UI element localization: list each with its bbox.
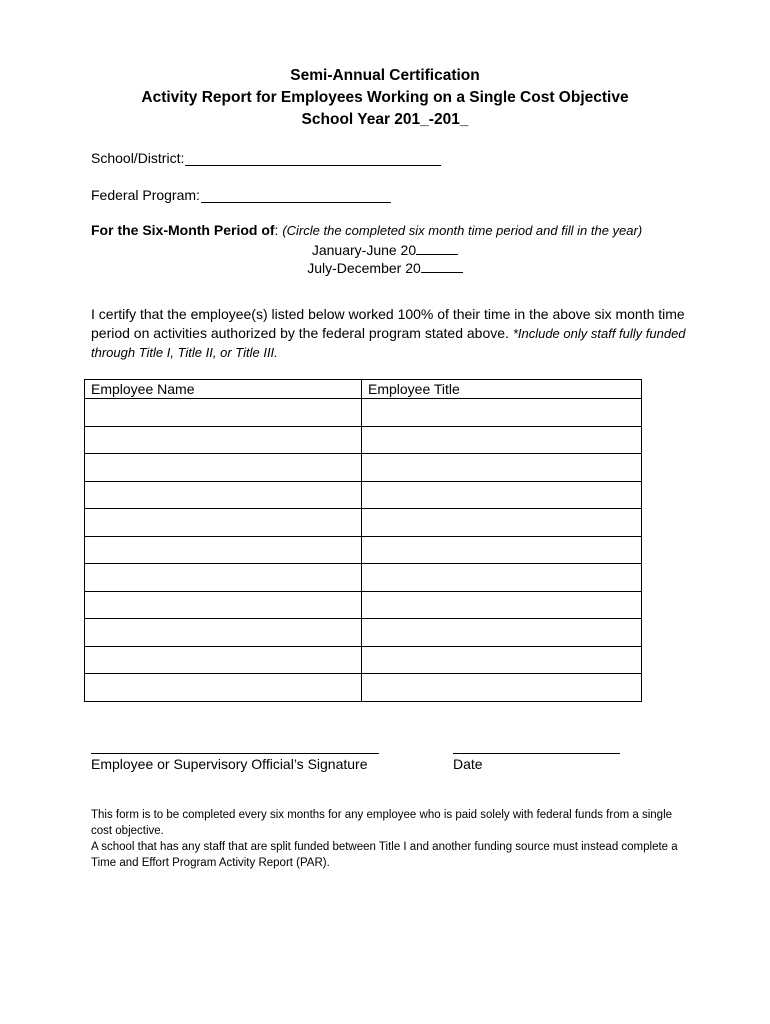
form-subtitle: Activity Report for Employees Working on a Single Cost Objective	[141, 89, 629, 106]
instruction-line-1: This form is to be completed every six months for any employee who is paid solely with federal funds from a single cost objective.	[91, 809, 673, 837]
form-instructions	[91, 807, 691, 871]
header-employee-title: Employee Title	[362, 380, 642, 399]
period-label: For the Six-Month Period of	[91, 222, 275, 238]
employee-name-cell[interactable]	[85, 509, 362, 537]
table-header-row	[85, 380, 642, 399]
employee-name-cell[interactable]	[85, 646, 362, 674]
employee-title-cell[interactable]	[362, 674, 642, 702]
table-row	[85, 399, 642, 427]
table-row	[85, 481, 642, 509]
employee-name-cell[interactable]	[85, 481, 362, 509]
table-row	[85, 564, 642, 592]
form-title: Semi-Annual Certification	[290, 67, 480, 84]
employee-name-cell[interactable]	[85, 619, 362, 647]
period-option-january-june[interactable]: January-June 20	[0, 242, 770, 258]
table-row	[85, 426, 642, 454]
certification-note: *Include only staff fully funded through Title I, Title II, or Title III.	[91, 326, 686, 360]
period-instruction: (Circle the completed six month time period and fill in the year)	[282, 223, 643, 238]
signature-label: Employee or Supervisory Official’s Signature	[91, 756, 368, 772]
employee-name-cell[interactable]	[85, 564, 362, 592]
school-district-label: School/District:	[91, 150, 185, 166]
date-line[interactable]	[453, 752, 620, 754]
certification-statement: I certify that the employee(s) listed below worked 100% of their time in the above six month time period on activities authorized by the federal program stated above. *Include only staff fully funded through Title I, Title II, or Title III.	[91, 306, 686, 360]
employee-title-cell[interactable]	[362, 646, 642, 674]
employee-title-cell[interactable]	[362, 509, 642, 537]
year-blank[interactable]	[421, 260, 463, 273]
employee-title-cell[interactable]	[362, 399, 642, 427]
school-district-input-line[interactable]	[185, 151, 441, 166]
table-row	[85, 509, 642, 537]
federal-program-field	[91, 187, 391, 203]
employee-name-cell[interactable]	[85, 674, 362, 702]
signature-line[interactable]	[91, 752, 379, 754]
federal-program-input-line[interactable]	[201, 188, 391, 203]
employee-title-cell[interactable]	[362, 426, 642, 454]
date-label: Date	[453, 756, 483, 772]
employee-name-cell[interactable]	[85, 426, 362, 454]
table-row	[85, 619, 642, 647]
employee-title-cell[interactable]	[362, 619, 642, 647]
year-blank[interactable]	[416, 242, 458, 255]
table-row	[85, 536, 642, 564]
employee-name-cell[interactable]	[85, 536, 362, 564]
header-employee-name: Employee Name	[85, 380, 362, 399]
employee-name-cell[interactable]	[85, 591, 362, 619]
employee-name-cell[interactable]	[85, 454, 362, 482]
table-row	[85, 454, 642, 482]
school-district-field	[91, 150, 441, 166]
employee-title-cell[interactable]	[362, 481, 642, 509]
six-month-period: For the Six-Month Period of: (Circle the completed six month time period and fill in the year)	[91, 222, 643, 238]
federal-program-label: Federal Program:	[91, 187, 200, 203]
instruction-line-2: A school that has any staff that are split funded between Title I and another funding source must instead complete a Time and Effort Program Activity Report (PAR).	[91, 841, 678, 869]
employee-title-cell[interactable]	[362, 536, 642, 564]
employee-title-cell[interactable]	[362, 591, 642, 619]
employee-table	[84, 379, 642, 702]
school-year-heading: School Year 201_-201_	[301, 111, 469, 128]
period-option-july-december[interactable]: July-December 20	[0, 260, 770, 276]
employee-name-cell[interactable]	[85, 399, 362, 427]
table-row	[85, 674, 642, 702]
employee-title-cell[interactable]	[362, 564, 642, 592]
table-row	[85, 646, 642, 674]
table-row	[85, 591, 642, 619]
employee-title-cell[interactable]	[362, 454, 642, 482]
